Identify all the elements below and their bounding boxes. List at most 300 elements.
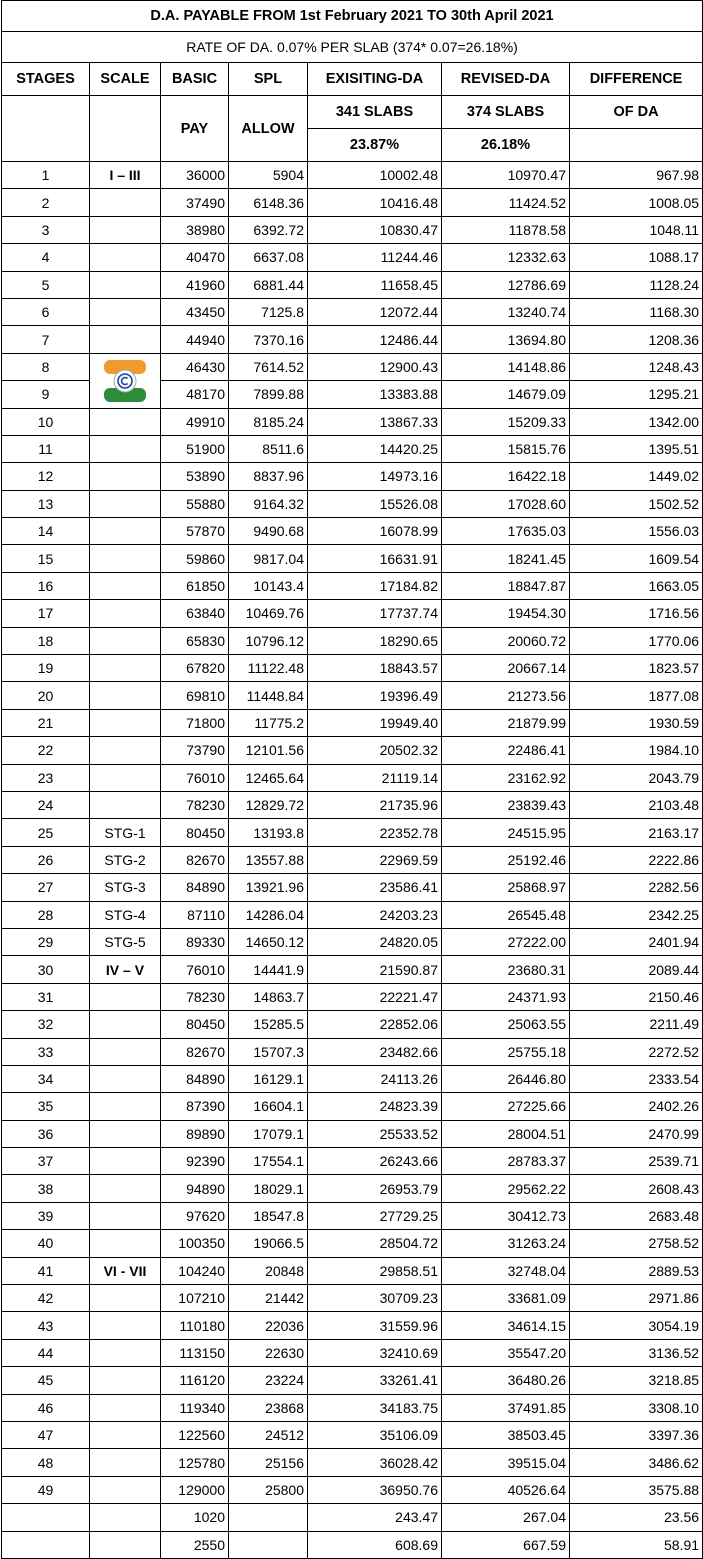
scale-cell bbox=[90, 655, 161, 682]
header-existing-slabs: 341 SLABS bbox=[308, 96, 442, 129]
scale-cell bbox=[90, 353, 161, 408]
difference-cell: 3136.52 bbox=[570, 1339, 703, 1366]
revised-da-cell: 15815.76 bbox=[442, 435, 570, 462]
difference-cell: 2683.48 bbox=[570, 1202, 703, 1229]
spl-allow-cell: 18029.1 bbox=[229, 1175, 308, 1202]
existing-da-cell: 19949.40 bbox=[308, 709, 442, 736]
table-row bbox=[2, 709, 703, 736]
scale-cell bbox=[90, 1531, 161, 1558]
table-row bbox=[2, 518, 703, 545]
revised-da-cell: 34614.15 bbox=[442, 1312, 570, 1339]
stage-cell: 3 bbox=[2, 216, 90, 243]
basic-pay-cell: 97620 bbox=[161, 1202, 229, 1229]
basic-pay-cell: 43450 bbox=[161, 298, 229, 325]
stage-cell: 2 bbox=[2, 189, 90, 216]
existing-da-cell: 16631.91 bbox=[308, 545, 442, 572]
difference-cell: 2470.99 bbox=[570, 1120, 703, 1147]
stage-cell: 24 bbox=[2, 791, 90, 818]
existing-da-cell: 12900.43 bbox=[308, 353, 442, 380]
stage-cell: 46 bbox=[2, 1394, 90, 1421]
existing-da-cell: 35106.09 bbox=[308, 1421, 442, 1448]
existing-da-cell: 32410.69 bbox=[308, 1339, 442, 1366]
header-existing-da: EXISITING-DA bbox=[308, 63, 442, 96]
difference-cell: 1208.36 bbox=[570, 326, 703, 353]
spl-allow-cell: 6148.36 bbox=[229, 189, 308, 216]
table-row bbox=[2, 901, 703, 928]
basic-pay-cell: 36000 bbox=[161, 162, 229, 189]
spl-allow-cell: 13921.96 bbox=[229, 874, 308, 901]
revised-da-cell: 29562.22 bbox=[442, 1175, 570, 1202]
table-row bbox=[2, 1312, 703, 1339]
revised-da-cell: 25755.18 bbox=[442, 1038, 570, 1065]
difference-cell: 1556.03 bbox=[570, 518, 703, 545]
revised-da-cell: 20667.14 bbox=[442, 655, 570, 682]
da-table bbox=[1, 0, 703, 1559]
difference-cell: 1295.21 bbox=[570, 381, 703, 408]
header-basic: BASIC bbox=[161, 63, 229, 96]
difference-cell: 2089.44 bbox=[570, 956, 703, 983]
stage-cell: 29 bbox=[2, 928, 90, 955]
table-row bbox=[2, 819, 703, 846]
revised-da-cell: 21879.99 bbox=[442, 709, 570, 736]
difference-cell: 1088.17 bbox=[570, 244, 703, 271]
difference-cell: 2163.17 bbox=[570, 819, 703, 846]
scale-cell bbox=[90, 1202, 161, 1229]
difference-cell: 2043.79 bbox=[570, 764, 703, 791]
existing-da-cell: 25533.52 bbox=[308, 1120, 442, 1147]
spl-allow-cell: 18547.8 bbox=[229, 1202, 308, 1229]
table-row bbox=[2, 1394, 703, 1421]
difference-cell: 1449.02 bbox=[570, 463, 703, 490]
revised-da-cell: 18241.45 bbox=[442, 545, 570, 572]
existing-da-cell: 13867.33 bbox=[308, 408, 442, 435]
difference-cell: 1008.05 bbox=[570, 189, 703, 216]
stage-cell: 5 bbox=[2, 271, 90, 298]
scale-cell bbox=[90, 1175, 161, 1202]
existing-da-cell: 24823.39 bbox=[308, 1093, 442, 1120]
spl-allow-cell: 15285.5 bbox=[229, 1011, 308, 1038]
spl-allow-cell: 8511.6 bbox=[229, 435, 308, 462]
header-difference-blank bbox=[570, 129, 703, 162]
spl-allow-cell: 25156 bbox=[229, 1449, 308, 1476]
revised-da-cell: 39515.04 bbox=[442, 1449, 570, 1476]
scale-cell bbox=[90, 983, 161, 1010]
basic-pay-cell: 119340 bbox=[161, 1394, 229, 1421]
scale-cell bbox=[90, 791, 161, 818]
revised-da-cell: 667.59 bbox=[442, 1531, 570, 1558]
scale-cell bbox=[90, 1421, 161, 1448]
difference-cell: 2150.46 bbox=[570, 983, 703, 1010]
difference-cell: 1770.06 bbox=[570, 627, 703, 654]
existing-da-cell: 29858.51 bbox=[308, 1257, 442, 1284]
existing-da-cell: 34183.75 bbox=[308, 1394, 442, 1421]
table-row bbox=[2, 408, 703, 435]
table-row bbox=[2, 463, 703, 490]
difference-cell: 967.98 bbox=[570, 162, 703, 189]
difference-cell: 1877.08 bbox=[570, 682, 703, 709]
spl-allow-cell: 24512 bbox=[229, 1421, 308, 1448]
scale-cell bbox=[90, 1504, 161, 1531]
stage-cell: 38 bbox=[2, 1175, 90, 1202]
header-revised-da: REVISED-DA bbox=[442, 63, 570, 96]
difference-cell: 3218.85 bbox=[570, 1367, 703, 1394]
table-row bbox=[2, 326, 703, 353]
table-row bbox=[2, 1038, 703, 1065]
revised-da-cell: 32748.04 bbox=[442, 1257, 570, 1284]
spl-allow-cell: 7125.8 bbox=[229, 298, 308, 325]
existing-da-cell: 20502.32 bbox=[308, 737, 442, 764]
spl-allow-cell bbox=[229, 1504, 308, 1531]
spl-allow-cell: 19066.5 bbox=[229, 1230, 308, 1257]
existing-da-cell: 22852.06 bbox=[308, 1011, 442, 1038]
basic-pay-cell: 122560 bbox=[161, 1421, 229, 1448]
difference-cell: 1984.10 bbox=[570, 737, 703, 764]
india-flag-icon bbox=[103, 359, 147, 403]
table-row bbox=[2, 545, 703, 572]
revised-da-cell: 30412.73 bbox=[442, 1202, 570, 1229]
spl-allow-cell: 17554.1 bbox=[229, 1148, 308, 1175]
scale-cell bbox=[90, 709, 161, 736]
existing-da-cell: 23482.66 bbox=[308, 1038, 442, 1065]
basic-pay-cell: 82670 bbox=[161, 1038, 229, 1065]
scale-cell bbox=[90, 490, 161, 517]
basic-pay-cell: 84890 bbox=[161, 1065, 229, 1092]
revised-da-cell: 14679.09 bbox=[442, 381, 570, 408]
stage-cell: 47 bbox=[2, 1421, 90, 1448]
existing-da-cell: 22221.47 bbox=[308, 983, 442, 1010]
revised-da-cell: 16422.18 bbox=[442, 463, 570, 490]
basic-pay-cell: 87390 bbox=[161, 1093, 229, 1120]
difference-cell: 2539.71 bbox=[570, 1148, 703, 1175]
scale-cell bbox=[90, 1120, 161, 1147]
basic-pay-cell: 125780 bbox=[161, 1449, 229, 1476]
spl-allow-cell: 7370.16 bbox=[229, 326, 308, 353]
revised-da-cell: 11424.52 bbox=[442, 189, 570, 216]
existing-da-cell: 27729.25 bbox=[308, 1202, 442, 1229]
existing-da-cell: 18290.65 bbox=[308, 627, 442, 654]
basic-pay-cell: 67820 bbox=[161, 655, 229, 682]
existing-da-cell: 30709.23 bbox=[308, 1285, 442, 1312]
existing-da-cell: 33261.41 bbox=[308, 1367, 442, 1394]
difference-cell: 1663.05 bbox=[570, 572, 703, 599]
spl-allow-cell: 16604.1 bbox=[229, 1093, 308, 1120]
scale-cell bbox=[90, 1230, 161, 1257]
stage-cell: 20 bbox=[2, 682, 90, 709]
difference-cell: 2401.94 bbox=[570, 928, 703, 955]
existing-da-cell: 18843.57 bbox=[308, 655, 442, 682]
basic-pay-cell: 57870 bbox=[161, 518, 229, 545]
spl-allow-cell: 6637.08 bbox=[229, 244, 308, 271]
table-row bbox=[2, 791, 703, 818]
existing-da-cell: 10002.48 bbox=[308, 162, 442, 189]
scale-cell: STG-2 bbox=[90, 846, 161, 873]
table-row bbox=[2, 874, 703, 901]
scale-cell bbox=[90, 216, 161, 243]
stage-cell: 48 bbox=[2, 1449, 90, 1476]
stage-cell: 41 bbox=[2, 1257, 90, 1284]
existing-da-cell: 243.47 bbox=[308, 1504, 442, 1531]
basic-pay-cell: 37490 bbox=[161, 189, 229, 216]
spl-allow-cell: 10143.4 bbox=[229, 572, 308, 599]
stage-cell: 19 bbox=[2, 655, 90, 682]
spl-allow-cell: 11122.48 bbox=[229, 655, 308, 682]
spl-allow-cell: 22630 bbox=[229, 1339, 308, 1366]
revised-da-cell: 40526.64 bbox=[442, 1476, 570, 1503]
basic-pay-cell: 129000 bbox=[161, 1476, 229, 1503]
revised-da-cell: 28783.37 bbox=[442, 1148, 570, 1175]
table-row bbox=[2, 1257, 703, 1284]
spl-allow-cell: 9490.68 bbox=[229, 518, 308, 545]
revised-da-cell: 19454.30 bbox=[442, 600, 570, 627]
stage-cell: 43 bbox=[2, 1312, 90, 1339]
basic-pay-cell: 53890 bbox=[161, 463, 229, 490]
stage-cell: 8 bbox=[2, 353, 90, 380]
basic-pay-cell: 76010 bbox=[161, 764, 229, 791]
stage-cell: 11 bbox=[2, 435, 90, 462]
existing-da-cell: 22352.78 bbox=[308, 819, 442, 846]
stage-cell: 35 bbox=[2, 1093, 90, 1120]
stage-cell: 39 bbox=[2, 1202, 90, 1229]
stage-cell: 17 bbox=[2, 600, 90, 627]
basic-pay-cell: 40470 bbox=[161, 244, 229, 271]
difference-cell: 2889.53 bbox=[570, 1257, 703, 1284]
scale-cell: IV – V bbox=[90, 956, 161, 983]
table-row bbox=[2, 1011, 703, 1038]
spl-allow-cell: 23224 bbox=[229, 1367, 308, 1394]
revised-da-cell: 13240.74 bbox=[442, 298, 570, 325]
existing-da-cell: 10830.47 bbox=[308, 216, 442, 243]
table-title: D.A. PAYABLE FROM 1st February 2021 TO 30th April 2021 bbox=[2, 1, 703, 32]
table-row bbox=[2, 1504, 703, 1531]
spl-allow-cell bbox=[229, 1531, 308, 1558]
table-row bbox=[2, 1531, 703, 1558]
stage-cell: 27 bbox=[2, 874, 90, 901]
basic-pay-cell: 78230 bbox=[161, 791, 229, 818]
existing-da-cell: 17184.82 bbox=[308, 572, 442, 599]
difference-cell: 1930.59 bbox=[570, 709, 703, 736]
header-existing-pct: 23.87% bbox=[308, 129, 442, 162]
basic-pay-cell: 104240 bbox=[161, 1257, 229, 1284]
spl-allow-cell: 20848 bbox=[229, 1257, 308, 1284]
table-row bbox=[2, 298, 703, 325]
header-revised-pct: 26.18% bbox=[442, 129, 570, 162]
revised-da-cell: 36480.26 bbox=[442, 1367, 570, 1394]
existing-da-cell: 22969.59 bbox=[308, 846, 442, 873]
basic-pay-cell: 38980 bbox=[161, 216, 229, 243]
header-spl: SPL bbox=[229, 63, 308, 96]
scale-cell bbox=[90, 1476, 161, 1503]
scale-cell: VI - VII bbox=[90, 1257, 161, 1284]
stage-cell: 10 bbox=[2, 408, 90, 435]
table-row bbox=[2, 189, 703, 216]
table-row bbox=[2, 244, 703, 271]
table-row bbox=[2, 764, 703, 791]
basic-pay-cell: 80450 bbox=[161, 1011, 229, 1038]
revised-da-cell: 15209.33 bbox=[442, 408, 570, 435]
table-row bbox=[2, 682, 703, 709]
spl-allow-cell: 14863.7 bbox=[229, 983, 308, 1010]
spl-allow-cell: 14650.12 bbox=[229, 928, 308, 955]
header-stages: STAGES bbox=[2, 63, 90, 96]
basic-pay-cell: 89330 bbox=[161, 928, 229, 955]
spl-allow-cell: 13193.8 bbox=[229, 819, 308, 846]
scale-cell bbox=[90, 545, 161, 572]
stage-cell bbox=[2, 1504, 90, 1531]
scale-cell bbox=[90, 1038, 161, 1065]
difference-cell: 3397.36 bbox=[570, 1421, 703, 1448]
revised-da-cell: 23839.43 bbox=[442, 791, 570, 818]
spl-allow-cell: 22036 bbox=[229, 1312, 308, 1339]
stage-cell: 15 bbox=[2, 545, 90, 572]
scale-cell bbox=[90, 1312, 161, 1339]
revised-da-cell: 25192.46 bbox=[442, 846, 570, 873]
existing-da-cell: 24113.26 bbox=[308, 1065, 442, 1092]
table-row bbox=[2, 572, 703, 599]
stage-cell: 6 bbox=[2, 298, 90, 325]
revised-da-cell: 38503.45 bbox=[442, 1421, 570, 1448]
difference-cell: 1502.52 bbox=[570, 490, 703, 517]
table-row bbox=[2, 1120, 703, 1147]
table-row bbox=[2, 1285, 703, 1312]
table-row bbox=[2, 1175, 703, 1202]
difference-cell: 3575.88 bbox=[570, 1476, 703, 1503]
basic-pay-cell: 61850 bbox=[161, 572, 229, 599]
scale-cell bbox=[90, 326, 161, 353]
scale-cell bbox=[90, 408, 161, 435]
scale-cell: STG-4 bbox=[90, 901, 161, 928]
revised-da-cell: 27222.00 bbox=[442, 928, 570, 955]
spl-allow-cell: 11448.84 bbox=[229, 682, 308, 709]
header-difference: DIFFERENCE bbox=[570, 63, 703, 96]
table-row bbox=[2, 627, 703, 654]
spl-allow-cell: 7899.88 bbox=[229, 381, 308, 408]
stage-cell: 30 bbox=[2, 956, 90, 983]
revised-da-cell: 22486.41 bbox=[442, 737, 570, 764]
spl-allow-cell: 8185.24 bbox=[229, 408, 308, 435]
basic-pay-cell: 78230 bbox=[161, 983, 229, 1010]
existing-da-cell: 15526.08 bbox=[308, 490, 442, 517]
stage-cell bbox=[2, 1531, 90, 1558]
scale-cell bbox=[90, 463, 161, 490]
header-scale-blank bbox=[90, 96, 161, 162]
difference-cell: 2971.86 bbox=[570, 1285, 703, 1312]
difference-cell: 2342.25 bbox=[570, 901, 703, 928]
difference-cell: 2272.52 bbox=[570, 1038, 703, 1065]
spl-allow-cell: 11775.2 bbox=[229, 709, 308, 736]
existing-da-cell: 608.69 bbox=[308, 1531, 442, 1558]
table-row bbox=[2, 600, 703, 627]
revised-da-cell: 20060.72 bbox=[442, 627, 570, 654]
difference-cell: 1248.43 bbox=[570, 353, 703, 380]
revised-da-cell: 26545.48 bbox=[442, 901, 570, 928]
scale-cell: I – III bbox=[90, 162, 161, 189]
stage-cell: 14 bbox=[2, 518, 90, 545]
difference-cell: 3486.62 bbox=[570, 1449, 703, 1476]
basic-pay-cell: 49910 bbox=[161, 408, 229, 435]
stage-cell: 33 bbox=[2, 1038, 90, 1065]
basic-pay-cell: 92390 bbox=[161, 1148, 229, 1175]
scale-cell bbox=[90, 1093, 161, 1120]
basic-pay-cell: 73790 bbox=[161, 737, 229, 764]
scale-cell bbox=[90, 1394, 161, 1421]
revised-da-cell: 13694.80 bbox=[442, 326, 570, 353]
spl-allow-cell: 6881.44 bbox=[229, 271, 308, 298]
existing-da-cell: 11658.45 bbox=[308, 271, 442, 298]
table-row bbox=[2, 1065, 703, 1092]
spl-allow-cell: 23868 bbox=[229, 1394, 308, 1421]
basic-pay-cell: 59860 bbox=[161, 545, 229, 572]
spl-allow-cell: 10796.12 bbox=[229, 627, 308, 654]
existing-da-cell: 21735.96 bbox=[308, 791, 442, 818]
revised-da-cell: 26446.80 bbox=[442, 1065, 570, 1092]
scale-cell bbox=[90, 189, 161, 216]
revised-da-cell: 12332.63 bbox=[442, 244, 570, 271]
basic-pay-cell: 71800 bbox=[161, 709, 229, 736]
scale-cell bbox=[90, 600, 161, 627]
stage-cell: 36 bbox=[2, 1120, 90, 1147]
table-body bbox=[2, 162, 703, 1559]
basic-pay-cell: 69810 bbox=[161, 682, 229, 709]
basic-pay-cell: 89890 bbox=[161, 1120, 229, 1147]
revised-da-cell: 18847.87 bbox=[442, 572, 570, 599]
table-row bbox=[2, 846, 703, 873]
table-row bbox=[2, 1093, 703, 1120]
stage-cell: 40 bbox=[2, 1230, 90, 1257]
table-row bbox=[2, 353, 703, 380]
scale-cell bbox=[90, 1065, 161, 1092]
existing-da-cell: 19396.49 bbox=[308, 682, 442, 709]
difference-cell: 2758.52 bbox=[570, 1230, 703, 1257]
difference-cell: 1716.56 bbox=[570, 600, 703, 627]
revised-da-cell: 21273.56 bbox=[442, 682, 570, 709]
existing-da-cell: 13383.88 bbox=[308, 381, 442, 408]
basic-pay-cell: 48170 bbox=[161, 381, 229, 408]
scale-cell: STG-3 bbox=[90, 874, 161, 901]
revised-da-cell: 14148.86 bbox=[442, 353, 570, 380]
existing-da-cell: 24203.23 bbox=[308, 901, 442, 928]
spl-allow-cell: 14441.9 bbox=[229, 956, 308, 983]
revised-da-cell: 24371.93 bbox=[442, 983, 570, 1010]
difference-cell: 58.91 bbox=[570, 1531, 703, 1558]
spl-allow-cell: 14286.04 bbox=[229, 901, 308, 928]
stage-cell: 49 bbox=[2, 1476, 90, 1503]
stage-cell: 31 bbox=[2, 983, 90, 1010]
difference-cell: 1823.57 bbox=[570, 655, 703, 682]
spl-allow-cell: 12465.64 bbox=[229, 764, 308, 791]
scale-cell bbox=[90, 1285, 161, 1312]
basic-pay-cell: 41960 bbox=[161, 271, 229, 298]
spl-allow-cell: 8837.96 bbox=[229, 463, 308, 490]
existing-da-cell: 31559.96 bbox=[308, 1312, 442, 1339]
basic-pay-cell: 100350 bbox=[161, 1230, 229, 1257]
existing-da-cell: 36028.42 bbox=[308, 1449, 442, 1476]
existing-da-cell: 14973.16 bbox=[308, 463, 442, 490]
scale-cell: STG-1 bbox=[90, 819, 161, 846]
stage-cell: 32 bbox=[2, 1011, 90, 1038]
basic-pay-cell: 55880 bbox=[161, 490, 229, 517]
basic-pay-cell: 113150 bbox=[161, 1339, 229, 1366]
revised-da-cell: 33681.09 bbox=[442, 1285, 570, 1312]
spl-allow-cell: 12829.72 bbox=[229, 791, 308, 818]
basic-pay-cell: 63840 bbox=[161, 600, 229, 627]
revised-da-cell: 267.04 bbox=[442, 1504, 570, 1531]
spl-allow-cell: 16129.1 bbox=[229, 1065, 308, 1092]
scale-cell bbox=[90, 518, 161, 545]
basic-pay-cell: 87110 bbox=[161, 901, 229, 928]
basic-pay-cell: 51900 bbox=[161, 435, 229, 462]
revised-da-cell: 12786.69 bbox=[442, 271, 570, 298]
basic-pay-cell: 94890 bbox=[161, 1175, 229, 1202]
